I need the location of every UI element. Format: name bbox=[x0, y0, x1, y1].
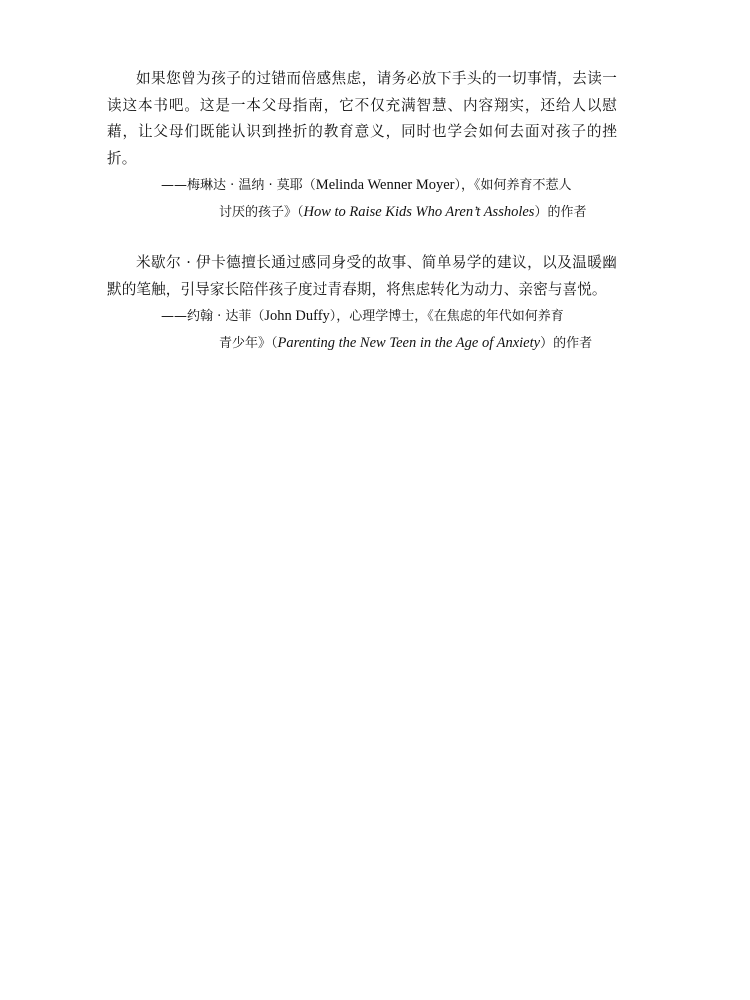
author-latin-name: John Duffy bbox=[264, 308, 330, 324]
attribution-suffix: ）的作者 bbox=[534, 205, 587, 220]
book-english-title: How to Raise Kids Who Aren’t Assholes bbox=[303, 204, 535, 220]
endorsement-quote: 米歇尔 · 伊卡德擅长通过感同身受的故事、简单易学的建议，以及温暖幽默的笔触，引导家长陪伴孩子度过青春期，将焦虑转化为动力、亲密与喜悦。 bbox=[107, 254, 617, 298]
endorsements-page bbox=[107, 66, 617, 357]
endorsement-block bbox=[107, 66, 617, 226]
endorsement-quote: 如果您曾为孩子的过错而倍感焦虑，请务必放下手头的一切事情，去读一读这本书吧。这是一本父母指南，它不仅充满智慧、内容翔实，还给人以慰藉，让父母们既能认识到挫折的教育意义，同时也学会如何去面对孩子的挫折。 bbox=[107, 70, 617, 167]
endorsement-attribution-line-2 bbox=[107, 330, 617, 357]
attribution-prefix: ——约翰 · 达菲（ bbox=[161, 309, 265, 324]
attribution-suffix: ），《如何养育不惹人 bbox=[454, 178, 572, 193]
endorsement-block bbox=[107, 250, 617, 357]
attribution-prefix: 青少年》（ bbox=[219, 336, 278, 351]
endorsement-attribution-line-1 bbox=[107, 303, 617, 330]
attribution-suffix: ），心理学博士，《在焦虑的年代如何养育 bbox=[329, 309, 564, 324]
attribution-prefix: ——梅琳达 · 温纳 · 莫耶（ bbox=[161, 178, 316, 193]
book-english-title: Parenting the New Teen in the Age of Anxiety bbox=[277, 335, 541, 351]
endorsement-attribution-line-1 bbox=[107, 172, 617, 199]
author-latin-name: Melinda Wenner Moyer bbox=[315, 177, 455, 193]
attribution-suffix: ）的作者 bbox=[540, 336, 593, 351]
attribution-prefix: 讨厌的孩子》（ bbox=[219, 205, 304, 220]
endorsement-attribution-line-2 bbox=[107, 199, 617, 226]
